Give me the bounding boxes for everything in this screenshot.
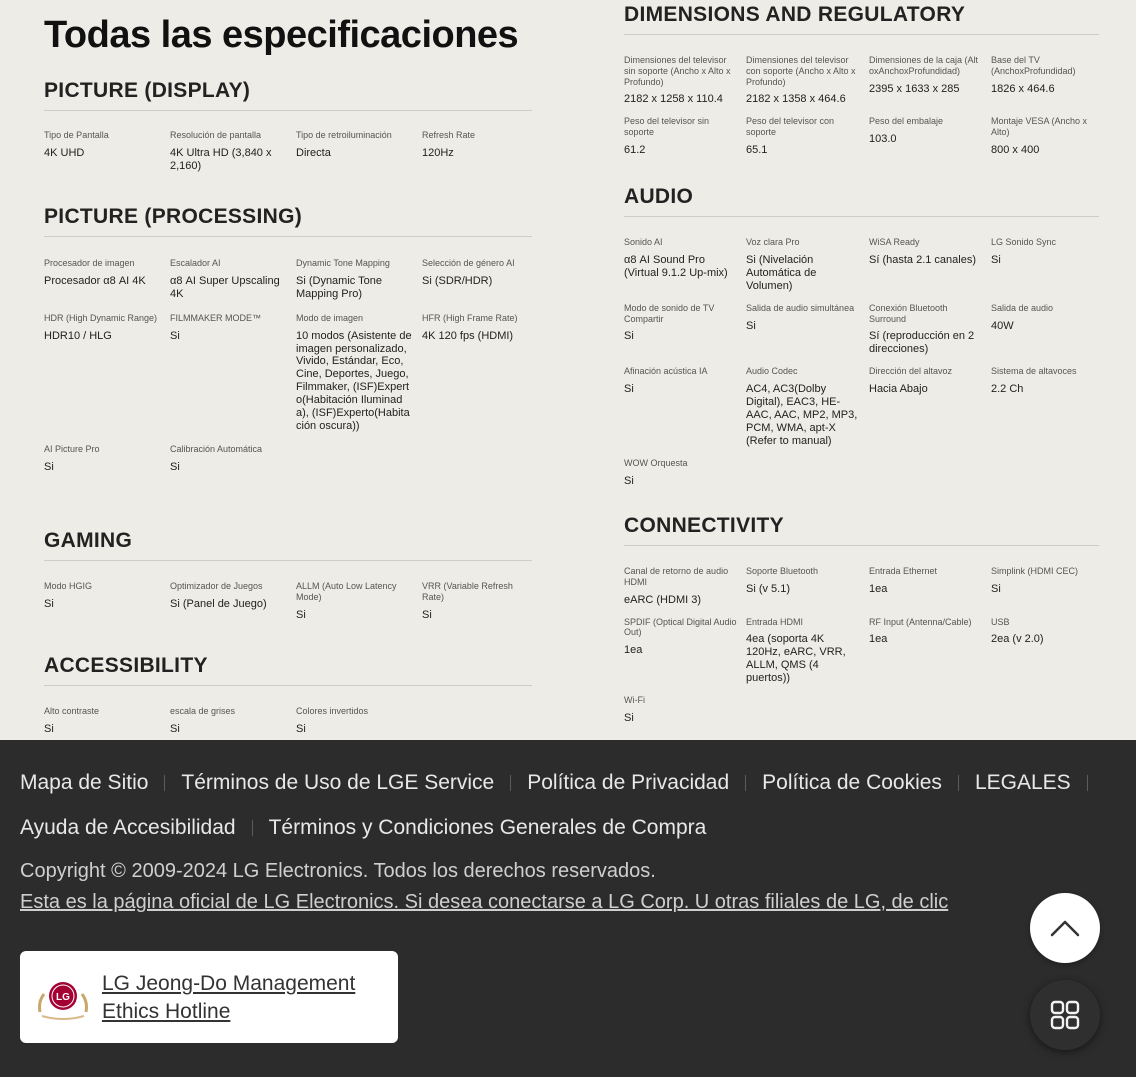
spec-grid <box>624 366 1099 448</box>
spec-label: WiSA Ready <box>869 237 920 247</box>
spec-value: HDR10 / HLG <box>44 329 112 342</box>
footer-links <box>20 770 1110 860</box>
ethics-hotline-link[interactable]: LG Jeong-Do Management Ethics Hotline <box>102 972 356 1023</box>
spec-value: 2395 x 1633 x 285 <box>869 82 960 95</box>
footer-link-accessibility[interactable]: Ayuda de Accesibilidad <box>20 816 236 839</box>
spec-label: WOW Orquesta <box>624 457 688 468</box>
spec-label: HFR (High Frame Rate) <box>422 312 518 323</box>
spec-item <box>869 617 991 686</box>
spec-item <box>869 366 991 448</box>
spec-label: Canal de retorno de audio HDMI <box>624 566 729 587</box>
spec-value: Si (v 5.1) <box>746 582 791 595</box>
footer-link-privacy[interactable]: Política de Privacidad <box>527 771 730 794</box>
spec-item <box>991 366 1099 448</box>
spec-item <box>624 55 746 106</box>
spec-value: Hacia Abajo <box>869 383 928 396</box>
spec-item <box>422 581 532 622</box>
spec-value: Si <box>170 329 180 342</box>
spec-value: 800 x 400 <box>991 143 1040 156</box>
spec-value: 4K UHD <box>44 146 85 159</box>
spec-grid <box>44 706 532 736</box>
spec-item <box>170 130 296 173</box>
spec-value: 1826 x 464.6 <box>991 82 1055 95</box>
spec-label: RF Input (Antenna/Cable) <box>869 616 972 627</box>
spec-item <box>44 130 170 173</box>
spec-value: 4K Ultra HD (3,840 x 2,160) <box>170 146 272 172</box>
spec-item <box>44 444 170 474</box>
spec-label: Dimensiones de la caja (AltoxAnchoxProfundidad) <box>869 55 979 76</box>
spec-item <box>44 581 170 622</box>
spec-value: Si <box>746 319 756 332</box>
spec-label: Peso del embalaje <box>869 116 944 127</box>
footer-divider <box>252 820 253 836</box>
spec-grid <box>44 313 532 434</box>
section-dimensions-regulatory <box>624 4 1099 157</box>
spec-value: Si <box>624 474 634 487</box>
spec-label: Entrada Ethernet <box>869 566 938 576</box>
spec-value: 61.2 <box>624 143 646 156</box>
footer-divider <box>164 775 165 791</box>
spec-label: Dimensiones del televisor con soporte (Ancho x Alto x Profundo) <box>746 55 856 87</box>
spec-value: Si <box>170 461 180 474</box>
spec-item <box>991 303 1099 357</box>
spec-label: Colores invertidos <box>296 706 369 716</box>
spec-value: Si (Nivelación Automática de Volumen) <box>746 253 817 292</box>
spec-item <box>991 617 1099 686</box>
spec-value: 2.2 Ch <box>991 383 1024 396</box>
footer-link-terms-of-use[interactable]: Términos de Uso de LGE Service <box>181 771 495 794</box>
spec-item <box>746 617 869 686</box>
spec-value: 40W <box>991 319 1014 332</box>
spec-grid <box>624 566 1099 607</box>
section-title: PICTURE (PROCESSING) <box>44 205 303 228</box>
footer-divider <box>510 775 511 791</box>
spec-grid <box>624 55 1099 106</box>
spec-label: Dimensiones del televisor sin soporte (Ancho x Alto x Profundo) <box>624 55 731 87</box>
spec-grid <box>624 458 1099 488</box>
section-title: CONNECTIVITY <box>624 514 784 537</box>
spec-value: Si <box>170 722 180 735</box>
spec-item <box>624 695 746 725</box>
spec-value: Procesador α8 AI 4K <box>44 274 146 287</box>
spec-item <box>422 130 532 173</box>
spec-item <box>746 116 869 157</box>
spec-item <box>869 116 991 157</box>
footer-link-cookies[interactable]: Política de Cookies <box>762 771 942 794</box>
spec-item <box>170 313 296 434</box>
spec-grid <box>624 237 1099 293</box>
spec-label: Resolución de pantalla <box>170 130 262 140</box>
section-accessibility <box>44 655 532 736</box>
spec-value: Sí (hasta 2.1 canales) <box>869 253 977 266</box>
spec-item <box>991 55 1099 106</box>
spec-item <box>624 116 746 157</box>
spec-value: α8 AI Super Upscaling 4K <box>170 274 280 300</box>
site-footer <box>0 740 1136 1077</box>
copyright-text: Copyright © 2009-2024 LG Electronics. Todos los derechos reservados. <box>20 860 656 882</box>
spec-label: Soporte Bluetooth <box>746 566 819 576</box>
spec-label: LG Sonido Sync <box>991 237 1057 247</box>
spec-item <box>170 706 296 736</box>
spec-item <box>746 566 869 607</box>
spec-label: Afinación acústica IA <box>624 366 708 377</box>
spec-label: Modo HGIG <box>44 581 93 591</box>
spec-item <box>991 116 1099 157</box>
spec-item <box>296 706 422 736</box>
spec-item <box>869 303 991 357</box>
spec-label: AI Picture Pro <box>44 444 100 455</box>
footer-divider <box>958 775 959 791</box>
footer-divider <box>1087 775 1088 791</box>
footer-link-purchase-terms[interactable]: Términos y Condiciones Generales de Compra <box>268 816 707 839</box>
spec-label: Voz clara Pro <box>746 237 800 247</box>
spec-value: eARC (HDMI 3) <box>624 593 702 606</box>
spec-value: Si (SDR/HDR) <box>422 274 493 287</box>
spec-item <box>422 258 532 301</box>
spec-item <box>296 313 422 434</box>
section-gaming <box>44 530 532 622</box>
spec-value: Si <box>991 582 1001 595</box>
spec-value: 2182 x 1358 x 464.6 <box>746 93 846 106</box>
spec-value: 4K 120 fps (HDMI) <box>422 329 514 342</box>
chevron-up-icon <box>1050 919 1080 937</box>
spec-value: Si <box>44 597 54 610</box>
spec-value: Si <box>296 722 306 735</box>
spec-label: escala de grises <box>170 706 236 716</box>
spec-label: Conexión Bluetooth Surround <box>869 302 948 324</box>
spec-item <box>991 237 1099 293</box>
spec-value: Si <box>422 608 432 621</box>
spec-label: ALLM (Auto Low Latency Mode) <box>296 581 397 602</box>
spec-item <box>44 313 170 434</box>
spec-item <box>624 458 746 488</box>
ethics-hotline-card[interactable] <box>20 951 398 1043</box>
spec-item <box>296 258 422 301</box>
spec-item <box>624 366 746 448</box>
footer-link-sitemap[interactable]: Mapa de Sitio <box>20 771 149 794</box>
spec-value: 2ea (v 2.0) <box>991 633 1044 646</box>
spec-label: Dirección del altavoz <box>869 366 953 377</box>
spec-item <box>991 566 1099 607</box>
spec-label: Calibración Automática <box>170 444 263 455</box>
spec-grid <box>44 581 532 622</box>
spec-label: Entrada HDMI <box>746 616 804 627</box>
spec-grid <box>44 258 532 301</box>
spec-item <box>869 55 991 106</box>
spec-label: FILMMAKER MODE™ <box>170 312 262 323</box>
spec-value: 1ea <box>624 644 643 657</box>
section-audio <box>624 186 1099 488</box>
spec-label: Escalador AI <box>170 258 221 268</box>
spec-item <box>746 55 869 106</box>
spec-value: 10 modos (Asistente de imagen personalizado, Vivido, Estándar, Eco, Cine, Deportes, Juego, Filmmaker, (ISF)Experto(Habitación Iluminada), (ISF)Experto(Habitación oscura)) <box>296 329 412 433</box>
spec-value: 1ea <box>869 633 888 646</box>
spec-value: 120Hz <box>422 146 454 159</box>
spec-item <box>170 444 296 474</box>
section-divider <box>624 216 1099 217</box>
spec-label: Montaje VESA (Ancho x Alto) <box>991 116 1088 138</box>
spec-label: Base del TV (AnchoxProfundidad) <box>991 55 1076 76</box>
spec-value: 4ea (soporta 4K 120Hz, eARC, VRR, ALLM, QMS (4 puertos)) <box>746 633 846 685</box>
section-divider <box>44 560 532 561</box>
spec-label: Salida de audio <box>991 302 1054 313</box>
section-title: ACCESSIBILITY <box>44 654 208 677</box>
spec-item <box>746 237 869 293</box>
spec-grid <box>44 130 532 173</box>
spec-label: SPDIF (Optical Digital Audio Out) <box>624 616 737 638</box>
spec-value: AC4, AC3(Dolby Digital), EAC3, HE-AAC, AAC, MP2, MP3, PCM, WMA, apt-X (Refer to manual) <box>746 383 858 447</box>
spec-value: Si <box>44 722 54 735</box>
spec-label: Refresh Rate <box>422 130 476 140</box>
official-site-notice-link[interactable]: Esta es la página oficial de LG Electronics. Si desea conectarse a LG Corp. U otras filiales de LG, de clic <box>20 891 949 913</box>
section-picture-processing <box>44 206 532 474</box>
footer-links-row <box>20 770 1110 796</box>
spec-value: 103.0 <box>869 133 897 146</box>
spec-label: Dynamic Tone Mapping <box>296 258 390 268</box>
spec-value: α8 AI Sound Pro (Virtual 9.1.2 Up-mix) <box>624 253 728 279</box>
spec-label: Alto contraste <box>44 706 100 716</box>
spec-label: Selección de género AI <box>422 258 515 268</box>
spec-label: Peso del televisor con soporte <box>746 116 835 138</box>
spec-label: Peso del televisor sin soporte <box>624 116 710 138</box>
spec-item <box>624 237 746 293</box>
spec-value: Si <box>44 461 54 474</box>
footer-link-legal[interactable]: LEGALES <box>974 771 1071 794</box>
section-divider <box>624 545 1099 546</box>
spec-label: Tipo de retroiluminación <box>296 130 392 140</box>
spec-item <box>624 566 746 607</box>
spec-label: Modo de imagen <box>296 312 364 323</box>
spec-grid <box>624 116 1099 157</box>
spec-value: Si <box>991 253 1001 266</box>
spec-label: Simplink (HDMI CEC) <box>991 566 1079 576</box>
footer-links-row <box>20 815 1110 841</box>
spec-grid <box>44 444 532 474</box>
spec-item <box>44 258 170 301</box>
spec-value: Sí (reproducción en 2 direcciones) <box>869 330 975 356</box>
spec-label: Wi-Fi <box>624 695 645 706</box>
spec-item <box>746 366 869 448</box>
spec-label: Optimizador de Juegos <box>170 581 263 591</box>
spec-item <box>624 303 746 357</box>
section-title: AUDIO <box>624 185 694 208</box>
grid-menu-icon <box>1050 1000 1080 1030</box>
spec-label: Tipo de Pantalla <box>44 130 109 140</box>
spec-label: Modo de sonido de TV Compartir <box>624 302 715 324</box>
spec-value: Si <box>624 712 634 725</box>
spec-item <box>296 130 422 173</box>
spec-grid <box>624 303 1099 357</box>
footer-divider <box>745 775 746 791</box>
section-title: DIMENSIONS AND REGULATORY <box>624 3 966 26</box>
spec-label: Procesador de imagen <box>44 258 135 268</box>
spec-label: USB <box>991 616 1010 627</box>
scroll-to-top-button[interactable] <box>1030 893 1100 963</box>
spec-grid <box>624 617 1099 686</box>
spec-label: Sistema de altavoces <box>991 366 1077 377</box>
spec-item <box>296 581 422 622</box>
spec-value: Directa <box>296 146 331 159</box>
section-divider <box>624 34 1099 35</box>
section-title: PICTURE (DISPLAY) <box>44 79 251 102</box>
spec-value: 1ea <box>869 582 888 595</box>
section-divider <box>44 236 532 237</box>
spec-item <box>869 566 991 607</box>
spec-label: VRR (Variable Refresh Rate) <box>422 581 513 602</box>
spec-value: 65.1 <box>746 143 768 156</box>
spec-item <box>746 303 869 357</box>
section-picture-display <box>44 80 532 173</box>
lg-jeongdo-logo-icon <box>34 972 92 1022</box>
spec-label: Salida de audio simultánea <box>746 302 855 313</box>
spec-item <box>624 617 746 686</box>
spec-value: 2182 x 1258 x 110.4 <box>624 93 723 106</box>
section-divider <box>44 685 532 686</box>
section-divider <box>44 110 532 111</box>
section-connectivity <box>624 515 1099 725</box>
spec-item <box>170 581 296 622</box>
spec-value: Si (Dynamic Tone Mapping Pro) <box>296 274 382 300</box>
spec-label: Sonido AI <box>624 237 663 247</box>
spec-item <box>869 237 991 293</box>
spec-item <box>170 258 296 301</box>
spec-item <box>44 706 170 736</box>
spec-value: Si <box>624 330 634 343</box>
spec-label: Audio Codec <box>746 366 798 377</box>
spec-value: Si <box>296 608 306 621</box>
quick-menu-button[interactable] <box>1030 980 1100 1050</box>
lg-logo-text: LG <box>56 992 70 1003</box>
section-title: GAMING <box>44 529 133 552</box>
spec-item <box>422 313 532 434</box>
spec-value: Si <box>624 383 634 396</box>
spec-value: Si (Panel de Juego) <box>170 597 267 610</box>
page-title: Todas las especificaciones <box>44 14 519 56</box>
spec-label: HDR (High Dynamic Range) <box>44 312 158 323</box>
spec-grid <box>624 695 1099 725</box>
